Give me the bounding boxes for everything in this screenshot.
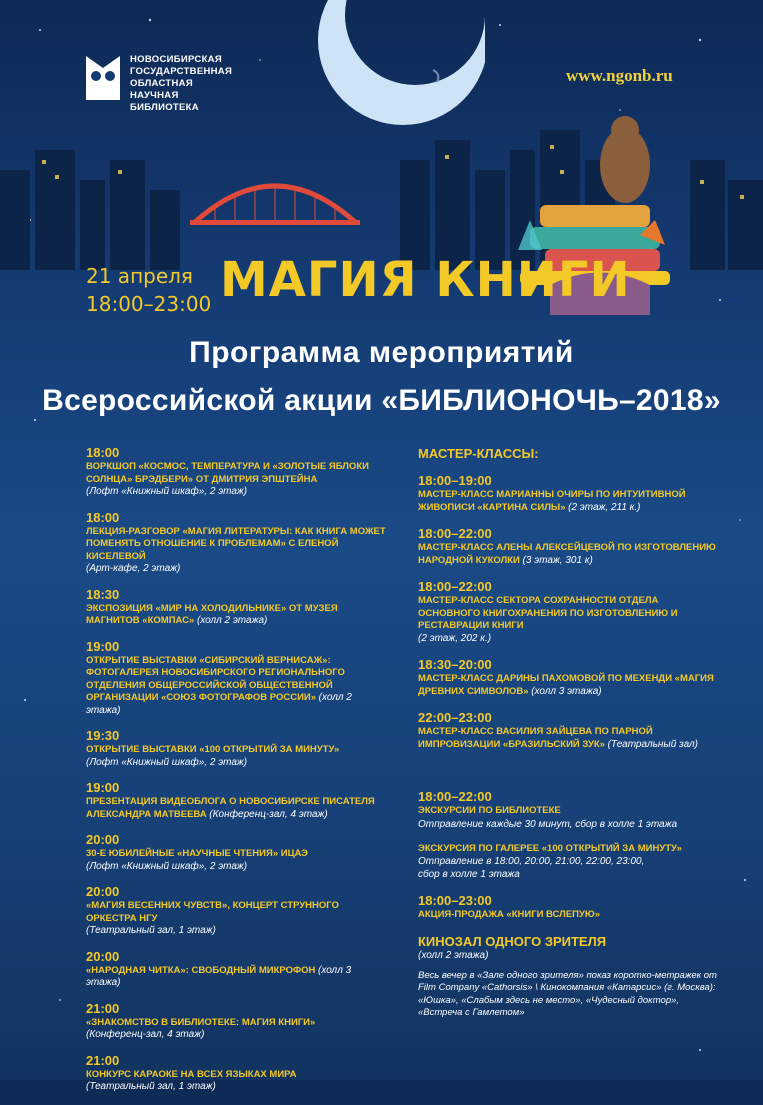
book-sale-block: 18:00–23:00 АКЦИЯ-ПРОДАЖА «КНИГИ ВСЛЕПУЮ» (418, 893, 601, 920)
event-item: 20:00 «МАГИЯ ВЕСЕННИХ ЧУВСТВ», КОНЦЕРТ СТРУННОГО ОРКЕСТРА НГУ (Театральный зал, 1 этаж) (86, 884, 339, 936)
subtitle-action: Всероссийской акции «БИБЛИОНОЧЬ–2018» (42, 384, 721, 417)
gallery-tour-block: ЭКСКУРСИЯ ПО ГАЛЕРЕЕ «100 ОТКРЫТИЙ ЗА МИНУТУ» Отправление в 18:00, 20:00, 21:00, 22:00, 23:00, сбор в холле 1 этажа (418, 842, 682, 880)
main-title: МАГИЯ КНИГИ (220, 252, 631, 308)
library-name: НОВОСИБИРСКАЯ ГОСУДАРСТВЕННАЯ ОБЛАСТНАЯ НАУЧНАЯ БИБЛИОТЕКА (130, 54, 233, 113)
event-item: 19:00 ОТКРЫТИЕ ВЫСТАВКИ «СИБИРСКИЙ ВЕРНИСАЖ»: ФОТОГАЛЕРЕЯ НОВОСИБИРСКОГО РЕГИОНАЛЬНОГО ОТДЕЛЕНИЯ ОБЩЕРОССИЙСКОЙ ОБЩЕСТВЕННОЙ ОРГАНИЗАЦИИ «СОЮЗ ФОТОГРАФОВ РОССИИ» (холл 2 этажа) (86, 638, 352, 716)
master-class-item: 18:00–22:00 МАСТЕР-КЛАСС АЛЕНЫ АЛЕКСЕЙЦЕВОЙ ПО ИЗГОТОВЛЕНИЮ НАРОДНОЙ КУКОЛКИ (3 этаж, 301 к) (418, 526, 716, 566)
cinema-block: КИНОЗАЛ ОДНОГО ЗРИТЕЛЯ (холл 2 этажа) Весь вечер в «Зале одного зрителя» показ коротко-метражек от Film Company «Cathorsis» \ Кинокомпания «Катарсис» (г. Москва): «Юшка», «Слабым здесь не место», «Чудесный доктор», «Встреча с Гамлетом» (418, 933, 717, 1018)
event-item: 18:30 ЭКСПОЗИЦИЯ «МИР НА ХОЛОДИЛЬНИКЕ» ОТ МУЗЕЯ МАГНИТОВ «КОМПАС» (холл 2 этажа) (86, 586, 338, 626)
event-item: 20:00 30-Е ЮБИЛЕЙНЫЕ «НАУЧНЫЕ ЧТЕНИЯ» ИЦАЭ (Лофт «Книжный шкаф», 2 этаж) (86, 832, 308, 872)
subtitle-program: Программа мероприятий (189, 336, 574, 369)
website-link[interactable]: www.ngonb.ru (566, 66, 673, 85)
event-item: 18:00 ЛЕКЦИЯ-РАЗГОВОР «МАГИЯ ЛИТЕРАТУРЫ: КАК КНИГА МОЖЕТ ПОМЕНЯТЬ ОТНОШЕНИЕ К ПРОБЛЕМАМ» С ЕЛЕНОЙ КИСЕЛЕВОЙ (Арт-кафе, 2 этаж) (86, 509, 386, 574)
event-item: 21:00 КОНКУРС КАРАОКЕ НА ВСЕХ ЯЗЫКАХ МИРА (Театральный зал, 1 этаж) (86, 1052, 297, 1092)
event-item: 21:00 «ЗНАКОМСТВО В БИБЛИОТЕКЕ: МАГИЯ КНИГИ» (Конференц-зал, 4 этаж) (86, 1000, 316, 1040)
event-item: 18:00 ВОРКШОП «КОСМОС, ТЕМПЕРАТУРА И «ЗОЛОТЫЕ ЯБЛОКИ СОЛНЦА» БРЭДБЕРИ» ОТ ДМИТРИЯ ЭПШТЕЙНА (Лофт «Книжный шкаф», 2 этаж) (86, 445, 369, 497)
master-class-item: 18:00–22:00 МАСТЕР-КЛАСС СЕКТОРА СОХРАННОСТИ ОТДЕЛА ОСНОВНОГО КНИГОХРАНЕНИЯ ПО ИЗГОТОВЛЕНИЮ И РЕСТАВРАЦИИ КНИГИ (2 этаж, 202 к.) (418, 579, 678, 644)
event-item: 19:30 ОТКРЫТИЕ ВЫСТАВКИ «100 ОТКРЫТИЙ ЗА МИНУТУ» (Лофт «Книжный шкаф», 2 этаж) (86, 728, 340, 768)
owl-logo-icon (84, 54, 122, 102)
master-class-item: 18:30–20:00 МАСТЕР-КЛАСС ДАРИНЫ ПАХОМОВОЙ ПО МЕХЕНДИ «МАГИЯ ДРЕВНИХ СИМВОЛОВ» (холл 3 этажа) (418, 657, 714, 697)
cinema-note: Весь вечер в «Зале одного зрителя» показ коротко-метражек от Film Company «Cathorsis» \ Кинокомпания «Катарсис» (г. Москва): «Юшка», «Слабым здесь не место», «Чудесный доктор», «Встреча с Гамлетом» (418, 969, 717, 1018)
event-item: 20:00 «НАРОДНАЯ ЧИТКА»: СВОБОДНЫЙ МИКРОФОН (холл 3 этажа) (86, 948, 352, 988)
main-program-list (86, 445, 386, 1105)
master-class-item: 22:00–23:00 МАСТЕР-КЛАСС ВАСИЛИЯ ЗАЙЦЕВА ПО ПАРНОЙ ИМПРОВИЗАЦИИ «БРАЗИЛЬСКИЙ ЗУК» (Театральный зал) (418, 710, 698, 750)
event-date: 21 апреля 18:00–23:00 (86, 264, 212, 316)
master-classes-heading: МАСТЕР-КЛАССЫ: (418, 446, 539, 461)
master-class-item: 18:00–19:00 МАСТЕР-КЛАСС МАРИАННЫ ОЧИРЫ ПО ИНТУИТИВНОЙ ЖИВОПИСИ «КАРТИНА СИЛЫ» (2 этаж, 211 к.) (418, 473, 686, 513)
event-item: 19:00 ПРЕЗЕНТАЦИЯ ВИДЕОБЛОГА О НОВОСИБИРСКЕ ПИСАТЕЛЯ АЛЕКСАНДРА МАТВЕЕВА (Конференц-зал, 4 этаж) (86, 780, 375, 820)
master-classes-list (418, 446, 718, 1032)
excursions-block: 18:00–22:00 ЭКСКУРСИИ ПО БИБЛИОТЕКЕ Отправление каждые 30 минут, сбор в холле 1 этажа (418, 789, 678, 830)
